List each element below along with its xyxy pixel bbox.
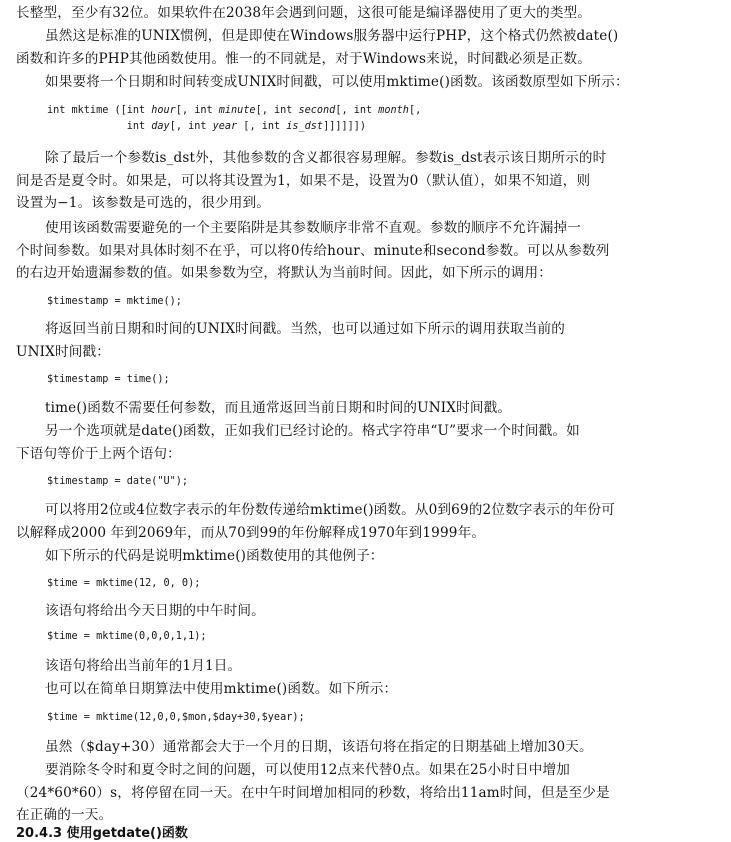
text-line: 虽然这是标准的UNIX惯例，但是即使在Windows服务器中运行PHP，这个格式仍然被date()	[45, 28, 619, 44]
paragraph	[16, 147, 716, 215]
text-line: 使用该函数需要避免的一个主要陷阱是其参数顺序非常不直观。参数的顺序不允许漏掉一	[45, 220, 582, 236]
paragraph	[16, 736, 716, 759]
text-line: 可以将用2位或4位数字表示的年份数传递给mktime()函数。从0到69的2位数字表示的年份可	[45, 502, 616, 518]
paragraph	[16, 397, 716, 420]
text-line: 也可以在简单日期算法中使用mktime()函数。如下所示：	[45, 681, 398, 697]
text-line: 该语句将给出今天日期的中午时间。	[45, 603, 265, 619]
text-line: 如下所示的代码是说明mktime()函数使用的其他例子：	[45, 548, 384, 564]
text-line: 该语句将给出当前年的1月1日。	[45, 658, 242, 674]
text-line: 将返回当前日期和时间的UNIX时间戳。当然，也可以通过如下所示的调用获取当前的	[45, 321, 566, 337]
text-line: time()函数不需要任何参数，而且通常返回当前日期和时间的UNIX时间戳。	[45, 400, 512, 416]
text-line: （24*60*60）s，将停留在同一天。在中午时间增加相同的秒数，将给出11am时间，但是至少是	[16, 784, 610, 801]
text-line: 设置为−1。该参数是可选的，很少用到。	[16, 195, 270, 211]
paragraph	[16, 655, 716, 678]
paragraph	[16, 678, 716, 701]
text-line: UNIX时间戳：	[16, 343, 110, 360]
text-line: 间是否是夏令时。如果是，可以将其设置为1，如果不是，设置为0（默认值），如果不知道，则	[16, 172, 591, 189]
paragraph	[16, 71, 716, 94]
code-line: $timestamp = time();	[47, 374, 170, 385]
text-line: 如果要将一个日期和时间转变成UNIX时间戳，可以使用mktime()函数。该函数原型如下所示：	[45, 74, 629, 90]
text-line: 除了最后一个参数is_dst外，其他参数的含义都很容易理解。参数is_dst表示该日期所示的时	[45, 150, 607, 166]
code-line: $timestamp = date("U");	[47, 476, 189, 487]
paragraph	[16, 217, 716, 285]
section-heading: 20.4.3 使用getdate()函数	[16, 826, 188, 841]
code-line: $time = mktime(12, 0, 0);	[47, 578, 201, 589]
text-line: 要消除冬令时和夏令时之间的问题，可以使用12点来代替0点。如果在25小时日中增加	[45, 762, 571, 778]
text-line: 另一个选项就是date()函数，正如我们已经讨论的。格式字符串“U”要求一个时间戳。如	[45, 423, 580, 439]
paragraph	[16, 318, 716, 363]
text-line: 虽然（$day+30）通常都会大于一个月的日期，该语句将在指定的日期基础上增加30天。	[45, 739, 593, 755]
paragraph	[16, 600, 716, 623]
paragraph	[16, 499, 716, 544]
text-line: 长整型，至少有32位。如果软件在2038年会遇到问题，这很可能是编译器使用了更大的类型。	[16, 5, 592, 21]
paragraph	[16, 759, 716, 827]
paragraph	[16, 545, 716, 568]
text-line: 函数和许多的PHP其他函数使用。惟一的不同就是，对于Windows来说，时间戳必须是正数。	[16, 50, 592, 67]
text-line: 下语句等价于上两个语句：	[16, 445, 181, 462]
code-line: $timestamp = mktime();	[47, 296, 182, 307]
paragraph	[16, 420, 716, 465]
code-block-mktime-prototype: int mktime ([int hour[, int minute[, int second[, int month[, int day[, int year [, int is_dst]]]]]])	[47, 105, 422, 132]
code-line: $time = mktime(0,0,0,1,1);	[47, 631, 207, 642]
code-line: $time = mktime(12,0,0,$mon,$day+30,$year);	[47, 712, 305, 723]
text-line: 的右边开始遗漏参数的值。如果参数为空，将默认为当前时间。因此，如下所示的调用：	[16, 265, 553, 281]
paragraph	[16, 25, 716, 70]
paragraph	[16, 2, 716, 25]
text-line: 以解释成2000 年到2069年，而从70到99的年份解释成1970年到1999年。	[16, 524, 486, 541]
text-line: 在正确的一天。	[16, 807, 113, 823]
text-line: 个时间参数。如果对具体时刻不在乎，可以将0传给hour、minute和second参数。可以从参数列	[16, 242, 610, 259]
